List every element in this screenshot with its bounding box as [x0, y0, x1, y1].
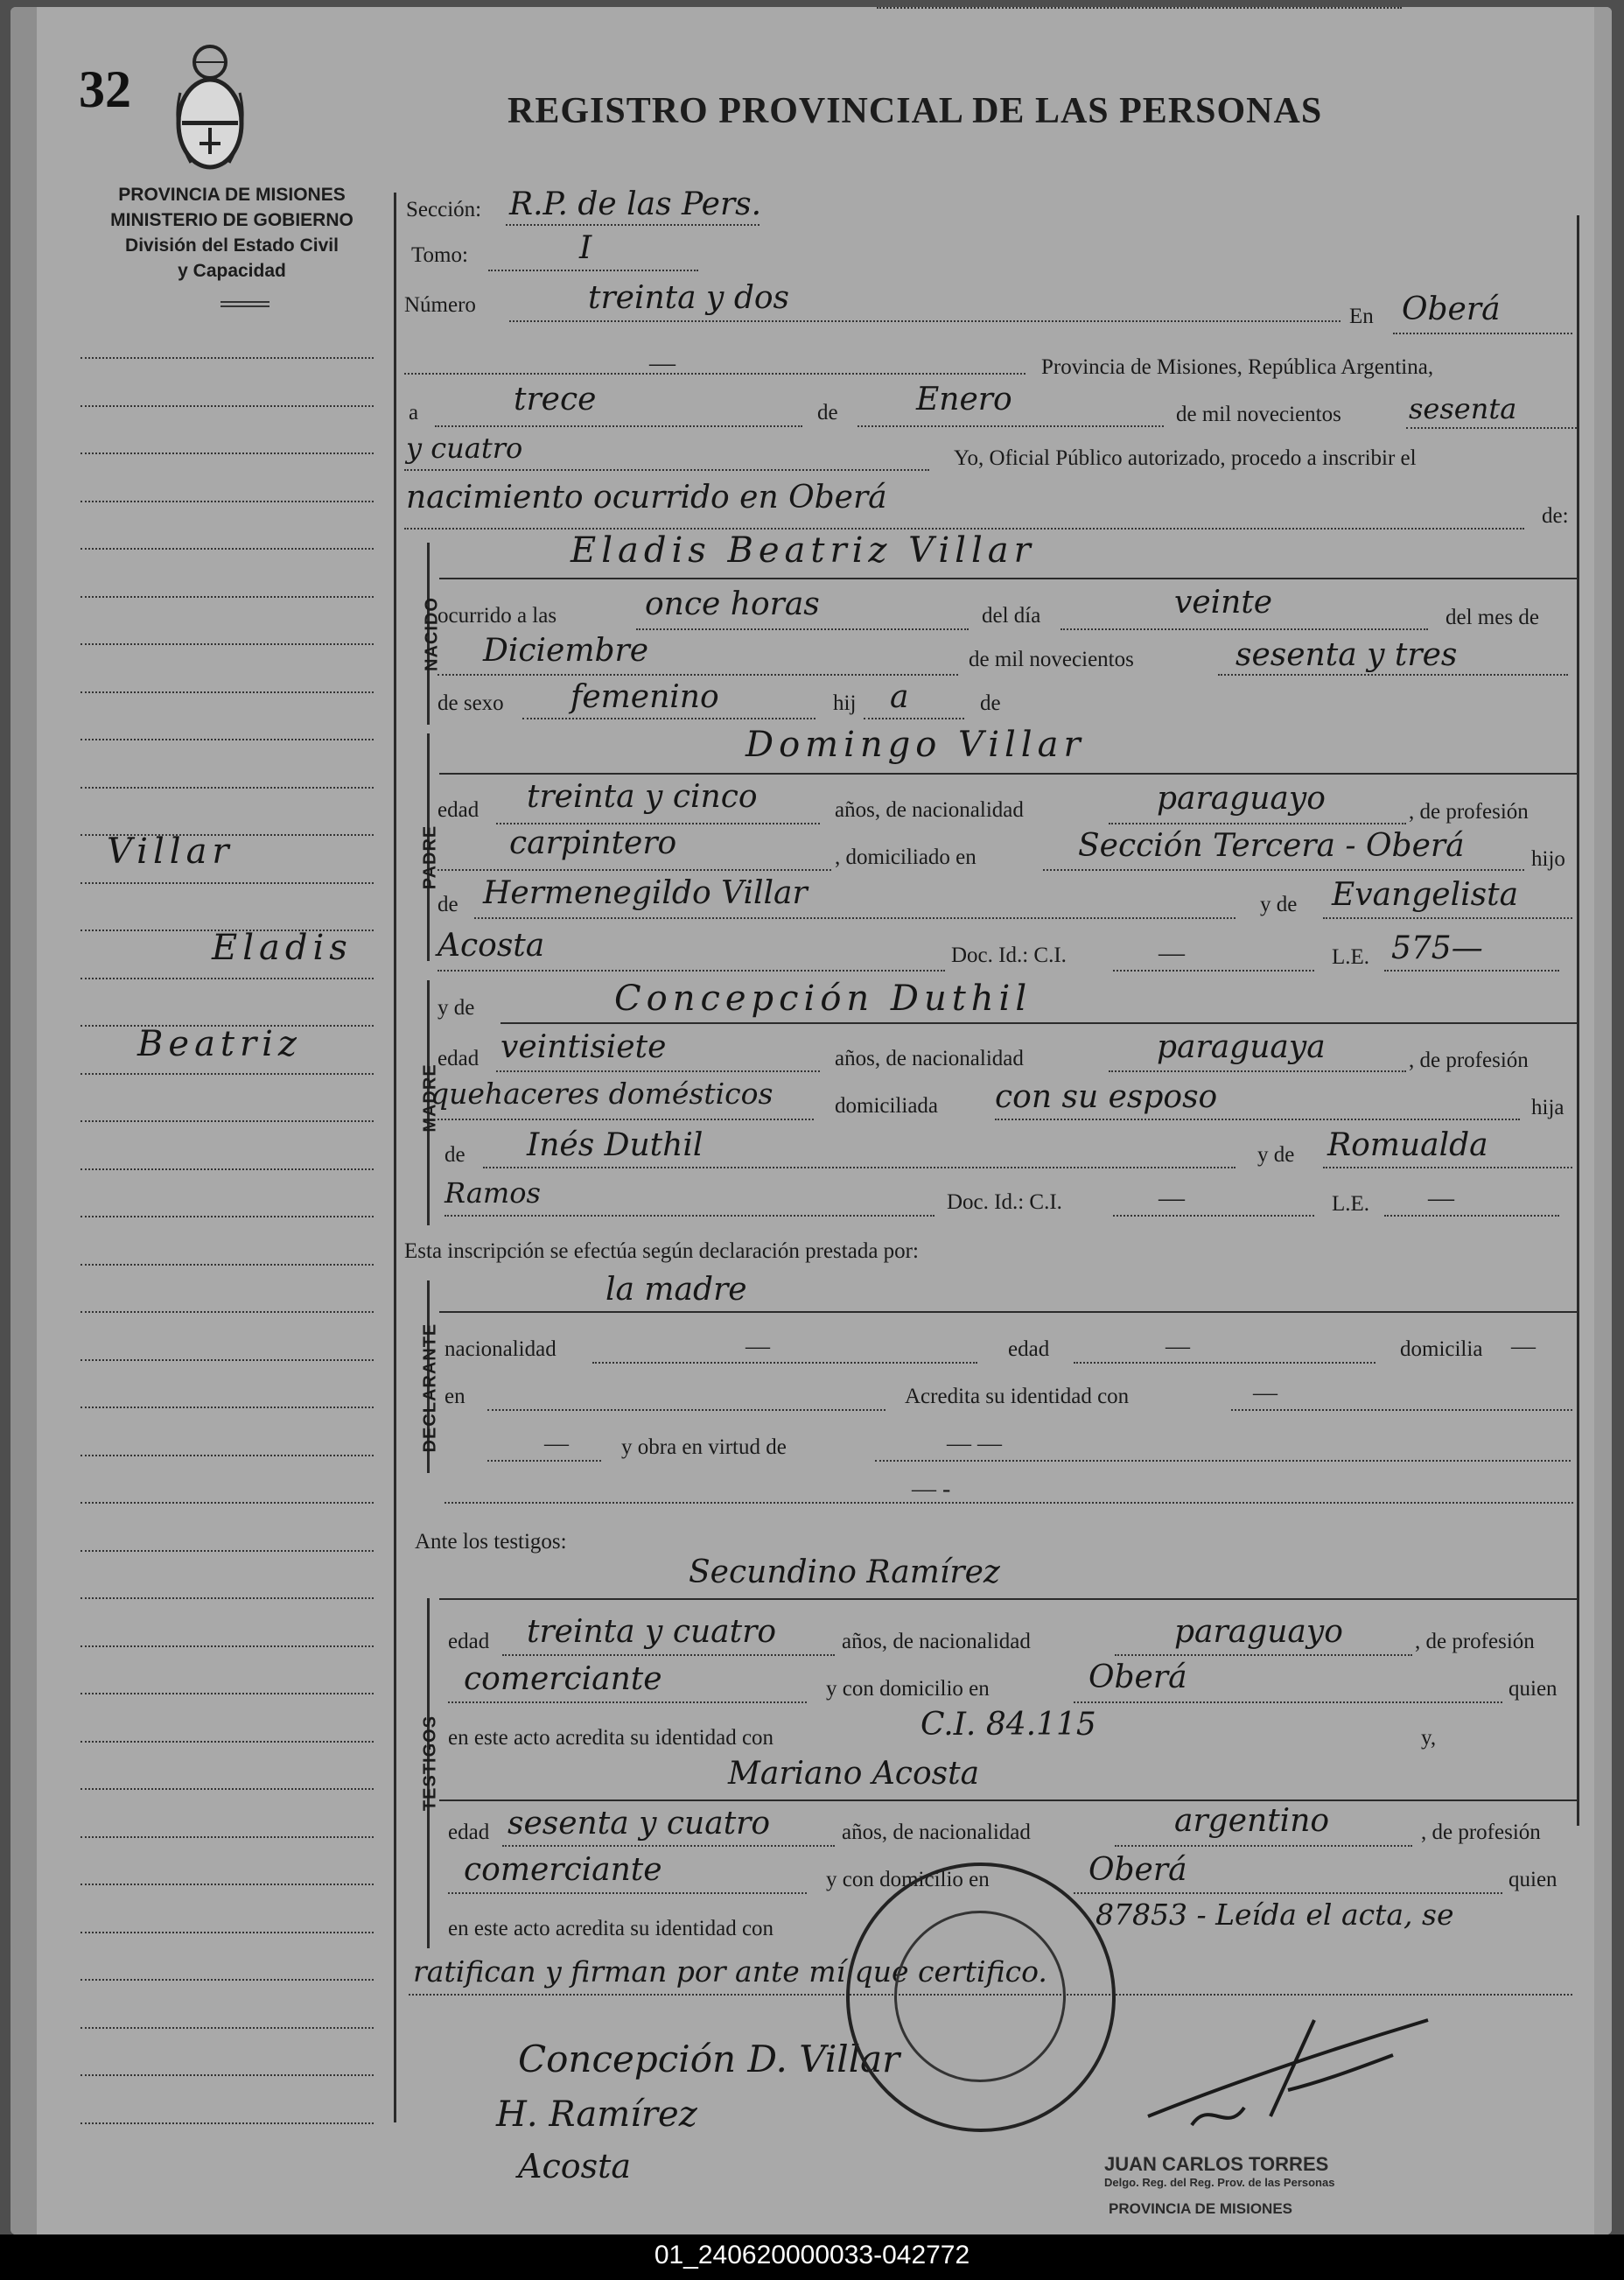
label-seccion: Sección:	[406, 198, 482, 221]
margin-dotted-line	[80, 1359, 374, 1361]
dotted-line	[438, 869, 831, 871]
value-domicilio-t2: Oberá	[1088, 1852, 1187, 1888]
label-profesion-madre: , de profesión	[1409, 1049, 1529, 1072]
label-y-de-madre-intro: y de	[438, 996, 475, 1020]
value-domicilio-padre: Sección Tercera - Oberá	[1078, 828, 1465, 864]
dotted-line	[487, 1409, 886, 1411]
margin-dotted-line	[80, 1741, 374, 1743]
label-de-mil-novecientos: de mil novecientos	[969, 648, 1134, 671]
margin-dotted-line	[80, 1932, 374, 1933]
margin-dotted-line	[80, 2074, 374, 2076]
dotted-line	[1384, 1215, 1559, 1217]
margin-dotted-line	[80, 1455, 374, 1456]
dotted-line	[1074, 1362, 1376, 1364]
value-hora: once horas	[645, 586, 820, 622]
dotted-line	[1218, 674, 1568, 676]
value-hij-suffix: a	[890, 679, 909, 715]
value-le-madre: —	[1428, 1183, 1454, 1212]
value-padre-yde-cont: Acosta	[438, 928, 545, 964]
margin-dotted-line	[80, 2122, 374, 2124]
margin-dotted-line	[80, 1979, 374, 1981]
name-underline	[439, 578, 1577, 579]
dotted-line	[444, 1215, 934, 1217]
image-identifier: 01_240620000033-042772	[654, 2241, 970, 2269]
office-rule	[220, 301, 270, 303]
value-domicilia-decl: —	[1511, 1333, 1536, 1360]
value-seccion: R.P. de las Pers.	[509, 186, 762, 222]
dotted-line	[404, 528, 1524, 530]
value-inscribir: nacimiento ocurrido en Oberá	[406, 480, 887, 516]
margin-dotted-line	[80, 1264, 374, 1266]
page-right-edge	[1594, 7, 1612, 2234]
margin-dotted-line	[80, 643, 374, 645]
dotted-line	[1109, 1070, 1406, 1072]
label-profesion-padre: , de profesión	[1409, 800, 1529, 824]
value-edad-t1: treinta y cuatro	[527, 1614, 776, 1650]
value-profesion-t1: comerciante	[464, 1661, 662, 1697]
label-ante-testigos: Ante los testigos:	[415, 1530, 567, 1554]
label-y-de-padre: y de	[1260, 893, 1298, 916]
margin-dotted-line	[80, 1168, 374, 1170]
dotted-line	[877, 7, 1402, 9]
label-de-madre: de	[444, 1143, 466, 1167]
dotted-line	[1113, 970, 1314, 972]
label-profesion-t1: , de profesión	[1415, 1630, 1535, 1653]
dotted-line	[1393, 333, 1572, 334]
label-inscripcion: Esta inscripción se efectúa según declaración prestada por:	[404, 1239, 919, 1263]
value-nacionalidad-padre: paraguayo	[1157, 781, 1326, 817]
label-de-padre: de	[438, 893, 458, 916]
label-edad-madre: edad	[438, 1047, 480, 1070]
label-domicilio-t2: y con domicilio en	[826, 1868, 990, 1891]
margin-dotted-line	[80, 1597, 374, 1599]
margin-dotted-line	[80, 787, 374, 789]
dotted-line	[1406, 427, 1577, 429]
value-ci-madre: —	[1158, 1183, 1185, 1212]
dotted-line	[509, 320, 1340, 322]
label-en: En	[1349, 305, 1374, 328]
margin-dotted-line	[80, 501, 374, 502]
dotted-line	[438, 970, 945, 972]
margin-dotted-line	[80, 1073, 374, 1075]
value-edad-padre: treinta y cinco	[527, 779, 758, 815]
value-dia-nac: veinte	[1174, 585, 1273, 621]
dotted-line	[522, 718, 816, 719]
value-cierre: ratifican y firman por ante mí que certifico.	[413, 1954, 1047, 1989]
official-province: PROVINCIA DE MISIONES	[1109, 2200, 1293, 2217]
value-tomo: I	[579, 230, 592, 266]
label-provincia: Provincia de Misiones, República Argentina,	[1041, 355, 1434, 379]
dotted-line	[864, 718, 964, 719]
value-id-t1: C.I. 84.115	[920, 1707, 1096, 1743]
dotted-line	[858, 425, 1164, 427]
dotted-line	[1074, 1892, 1502, 1894]
office-line-ministry: MINISTERIO DE GOBIERNO	[110, 210, 354, 230]
dotted-line	[448, 1701, 807, 1703]
dotted-line	[1109, 823, 1406, 824]
label-nacionalidad-t1: años, de nacionalidad	[842, 1630, 1031, 1653]
dotted-line	[592, 1362, 977, 1364]
form-right-rule	[1577, 215, 1579, 1826]
label-le-padre: L.E.	[1332, 945, 1370, 969]
value-nacionalidad-madre: paraguaya	[1157, 1029, 1326, 1065]
official-role: Delgo. Reg. del Reg. Prov. de las Personas	[1104, 2176, 1335, 2189]
register-page	[10, 7, 1612, 2234]
signature-acosta: Acosta	[518, 2147, 632, 2185]
dotted-line	[438, 1119, 814, 1120]
margin-dotted-line	[80, 1550, 374, 1552]
value-obra: — —	[947, 1430, 1002, 1457]
value-numero: treinta y dos	[588, 280, 790, 316]
label-domiciliado: , domiciliado en	[835, 845, 976, 869]
dotted-line	[636, 628, 969, 630]
name-underline	[439, 1799, 1577, 1801]
dotted-line	[1231, 1409, 1572, 1411]
label-del-mes: del mes de	[1446, 606, 1539, 629]
value-obra-pre: —	[544, 1430, 569, 1457]
section-label-nacido: NACIDO	[422, 597, 442, 671]
official-stamp-inner	[894, 1911, 1066, 2082]
margin-dotted-line	[80, 1884, 374, 1885]
value-testigo1: Secundino Ramírez	[689, 1554, 1000, 1590]
margin-dotted-line	[80, 882, 374, 884]
dotted-line	[496, 823, 820, 824]
dotted-line	[1323, 917, 1572, 919]
dotted-line	[1323, 1167, 1572, 1168]
document-title: REGISTRO PROVINCIAL DE LAS PERSONAS	[508, 91, 1323, 131]
dotted-line	[488, 270, 698, 271]
value-madre-yde-cont: Ramos	[444, 1176, 541, 1210]
section-label-padre: PADRE	[420, 824, 440, 890]
value-anio-nac: sesenta y tres	[1236, 637, 1458, 673]
dotted-line	[995, 1119, 1520, 1120]
value-mes-inscripcion: Enero	[916, 382, 1012, 417]
value-profesion-t2: comerciante	[464, 1852, 662, 1888]
value-ci-padre: —	[1158, 938, 1185, 967]
label-acredita-t2: en este acto acredita su identidad con	[448, 1917, 774, 1940]
label-le-madre: L.E.	[1332, 1192, 1370, 1216]
label-hij: hij	[833, 691, 857, 715]
label-doc-id-madre: Doc. Id.: C.I.	[947, 1190, 1062, 1214]
value-nombre-nacido: Eladis Beatriz Villar	[570, 530, 1036, 571]
value-anio-cont: y cuatro	[406, 431, 523, 465]
office-rule	[220, 305, 270, 307]
name-underline	[439, 1598, 1577, 1600]
value-profesion-madre: quehaceres domésticos	[430, 1077, 774, 1111]
label-profesion-t2: , de profesión	[1421, 1820, 1541, 1844]
dash-mark: —	[649, 348, 676, 377]
office-line-division: División del Estado Civil	[125, 235, 339, 256]
margin-dotted-line	[80, 978, 374, 979]
name-underline	[439, 1311, 1577, 1313]
label-de: de	[817, 401, 838, 424]
label-ocurrido: ocurrido a las	[438, 604, 557, 628]
value-anio-inscripcion: sesenta	[1409, 392, 1517, 425]
label-acredita: Acredita su identidad con	[905, 1385, 1130, 1408]
value-nacionalidad-t1: paraguayo	[1174, 1614, 1343, 1650]
office-header	[80, 182, 383, 284]
label-edad-t1: edad	[448, 1630, 490, 1653]
value-declarante: la madre	[606, 1272, 747, 1308]
value-le-padre: 575—	[1391, 930, 1483, 966]
value-padre-yde: Evangelista	[1332, 877, 1519, 913]
label-y-comma: y,	[1421, 1726, 1437, 1750]
value-edad-decl: —	[1166, 1333, 1190, 1360]
label-del-dia: del día	[982, 604, 1041, 628]
dotted-line	[435, 425, 802, 427]
margin-dotted-line	[80, 357, 374, 359]
dotted-line	[404, 469, 929, 471]
name-underline	[500, 1022, 1577, 1024]
dotted-line	[1043, 869, 1524, 871]
value-id-t2: 87853 - Leída el acta, se	[1096, 1898, 1454, 1932]
dotted-line	[1074, 1701, 1502, 1703]
dotted-line	[487, 1460, 601, 1462]
signature-concepcion: Concepción D. Villar	[518, 2038, 900, 2080]
value-madre-yde: Romualda	[1327, 1127, 1488, 1163]
value-nombre-madre: Concepción Duthil	[614, 979, 1032, 1019]
dotted-line	[1060, 628, 1428, 630]
value-padre-de: Hermenegildo Villar	[483, 875, 808, 911]
label-domiciliada: domiciliada	[835, 1094, 939, 1118]
page-binding-edge	[10, 7, 37, 2234]
section-label-testigos: TESTIGOS	[420, 1715, 440, 1812]
value-edad-t2: sesenta y cuatro	[508, 1806, 771, 1842]
label-de-padres: de	[980, 691, 1001, 715]
label-y-de-madre: y de	[1257, 1143, 1295, 1167]
margin-dotted-line	[80, 1311, 374, 1313]
dotted-line	[404, 373, 1026, 375]
dotted-line	[448, 1892, 807, 1894]
office-line-capacity: y Capacidad	[178, 261, 286, 281]
dotted-line	[502, 1845, 835, 1847]
label-nacionalidad-decl: nacionalidad	[444, 1337, 556, 1361]
dotted-line	[474, 917, 1236, 919]
margin-dotted-line	[80, 1502, 374, 1504]
margin-surname: Villar	[107, 831, 234, 872]
label-mil-novecientos: de mil novecientos	[1176, 403, 1341, 426]
margin-dotted-line	[80, 1693, 374, 1694]
margin-dotted-line	[80, 2027, 374, 2029]
dotted-line	[1115, 1845, 1412, 1847]
label-acredita-t1: en este acto acredita su identidad con	[448, 1726, 774, 1750]
section-label-madre: MADRE	[420, 1063, 440, 1133]
label-domicilia: domicilia	[1400, 1337, 1483, 1361]
dotted-line	[444, 1502, 1573, 1504]
value-domicilio-t1: Oberá	[1088, 1659, 1187, 1695]
folio-number: 32	[79, 60, 131, 118]
value-edad-madre: veintisiete	[500, 1029, 667, 1065]
label-doc-id-padre: Doc. Id.: C.I.	[951, 944, 1067, 967]
label-nacionalidad-t2: años, de nacionalidad	[842, 1820, 1031, 1844]
margin-first-name: Eladis	[212, 928, 353, 968]
value-nacionalidad-decl: —	[746, 1333, 770, 1360]
label-quien-t2: quien	[1508, 1868, 1558, 1891]
value-en: Oberá	[1402, 291, 1501, 327]
dotted-line	[1384, 970, 1559, 972]
label-edad-t2: edad	[448, 1820, 490, 1844]
label-edad-padre: edad	[438, 798, 480, 822]
form-left-rule	[394, 193, 396, 2122]
dotted-line	[502, 1654, 835, 1656]
label-oficial: Yo, Oficial Público autorizado, procedo a inscribir el	[954, 446, 1417, 470]
label-obra: y obra en virtud de	[621, 1435, 787, 1459]
margin-dotted-line	[80, 1788, 374, 1790]
name-underline	[439, 773, 1577, 775]
value-madre-de: Inés Duthil	[527, 1127, 704, 1163]
section-label-declarante: DECLARANTE	[420, 1322, 440, 1453]
value-domicilio-madre: con su esposo	[995, 1079, 1218, 1115]
value-acredita-decl: —	[1253, 1379, 1278, 1407]
value-nacionalidad-t2: argentino	[1174, 1803, 1330, 1839]
label-domicilio-t1: y con domicilio en	[826, 1677, 990, 1701]
official-name: JUAN CARLOS TORRES	[1104, 2153, 1329, 2175]
national-seal-icon	[175, 40, 245, 172]
dotted-line	[496, 1070, 820, 1072]
value-sexo: femenino	[570, 679, 719, 715]
label-tomo: Tomo:	[411, 243, 468, 267]
margin-dotted-line	[80, 691, 374, 693]
label-edad-decl: edad	[1008, 1337, 1050, 1361]
label-sexo: de sexo	[438, 691, 504, 715]
dotted-line	[875, 1460, 1571, 1462]
value-profesion-padre: carpintero	[509, 825, 677, 861]
label-a: a	[409, 401, 419, 424]
margin-dotted-line	[80, 596, 374, 598]
margin-dotted-line	[80, 1120, 374, 1122]
value-nombre-padre: Domingo Villar	[746, 725, 1086, 765]
margin-dotted-line	[80, 1407, 374, 1408]
value-mes-nac: Diciembre	[483, 633, 649, 669]
value-dia-inscripcion: trece	[514, 382, 597, 417]
dotted-line	[483, 1167, 1236, 1168]
margin-dotted-line	[80, 1645, 374, 1647]
label-quien-t1: quien	[1508, 1677, 1558, 1701]
margin-dotted-line	[80, 1836, 374, 1838]
margin-dotted-line	[80, 739, 374, 740]
dotted-line	[438, 674, 958, 676]
margin-dotted-line	[80, 548, 374, 550]
value-decl-extra: — -	[912, 1476, 951, 1503]
label-numero: Número	[404, 293, 476, 317]
value-testigo2: Mariano Acosta	[728, 1756, 980, 1792]
label-hijo: hijo	[1531, 847, 1565, 871]
label-de-colon: de:	[1542, 504, 1569, 528]
label-en-decl: en	[444, 1385, 466, 1408]
label-nacionalidad-madre: años, de nacionalidad	[835, 1047, 1024, 1070]
label-nacionalidad-padre: años, de nacionalidad	[835, 798, 1024, 822]
signature-ramirez: H. Ramírez	[496, 2094, 697, 2135]
margin-dotted-line	[80, 1216, 374, 1217]
label-hija: hija	[1531, 1096, 1564, 1119]
margin-dotted-line	[80, 452, 374, 454]
office-line-province: PROVINCIA DE MISIONES	[118, 185, 346, 205]
margin-second-name: Beatriz	[137, 1024, 302, 1064]
official-signature-icon	[1130, 1985, 1446, 2134]
dotted-line	[506, 224, 760, 226]
dotted-line	[1115, 1654, 1412, 1656]
dotted-line	[1113, 1215, 1314, 1217]
margin-dotted-line	[80, 405, 374, 407]
